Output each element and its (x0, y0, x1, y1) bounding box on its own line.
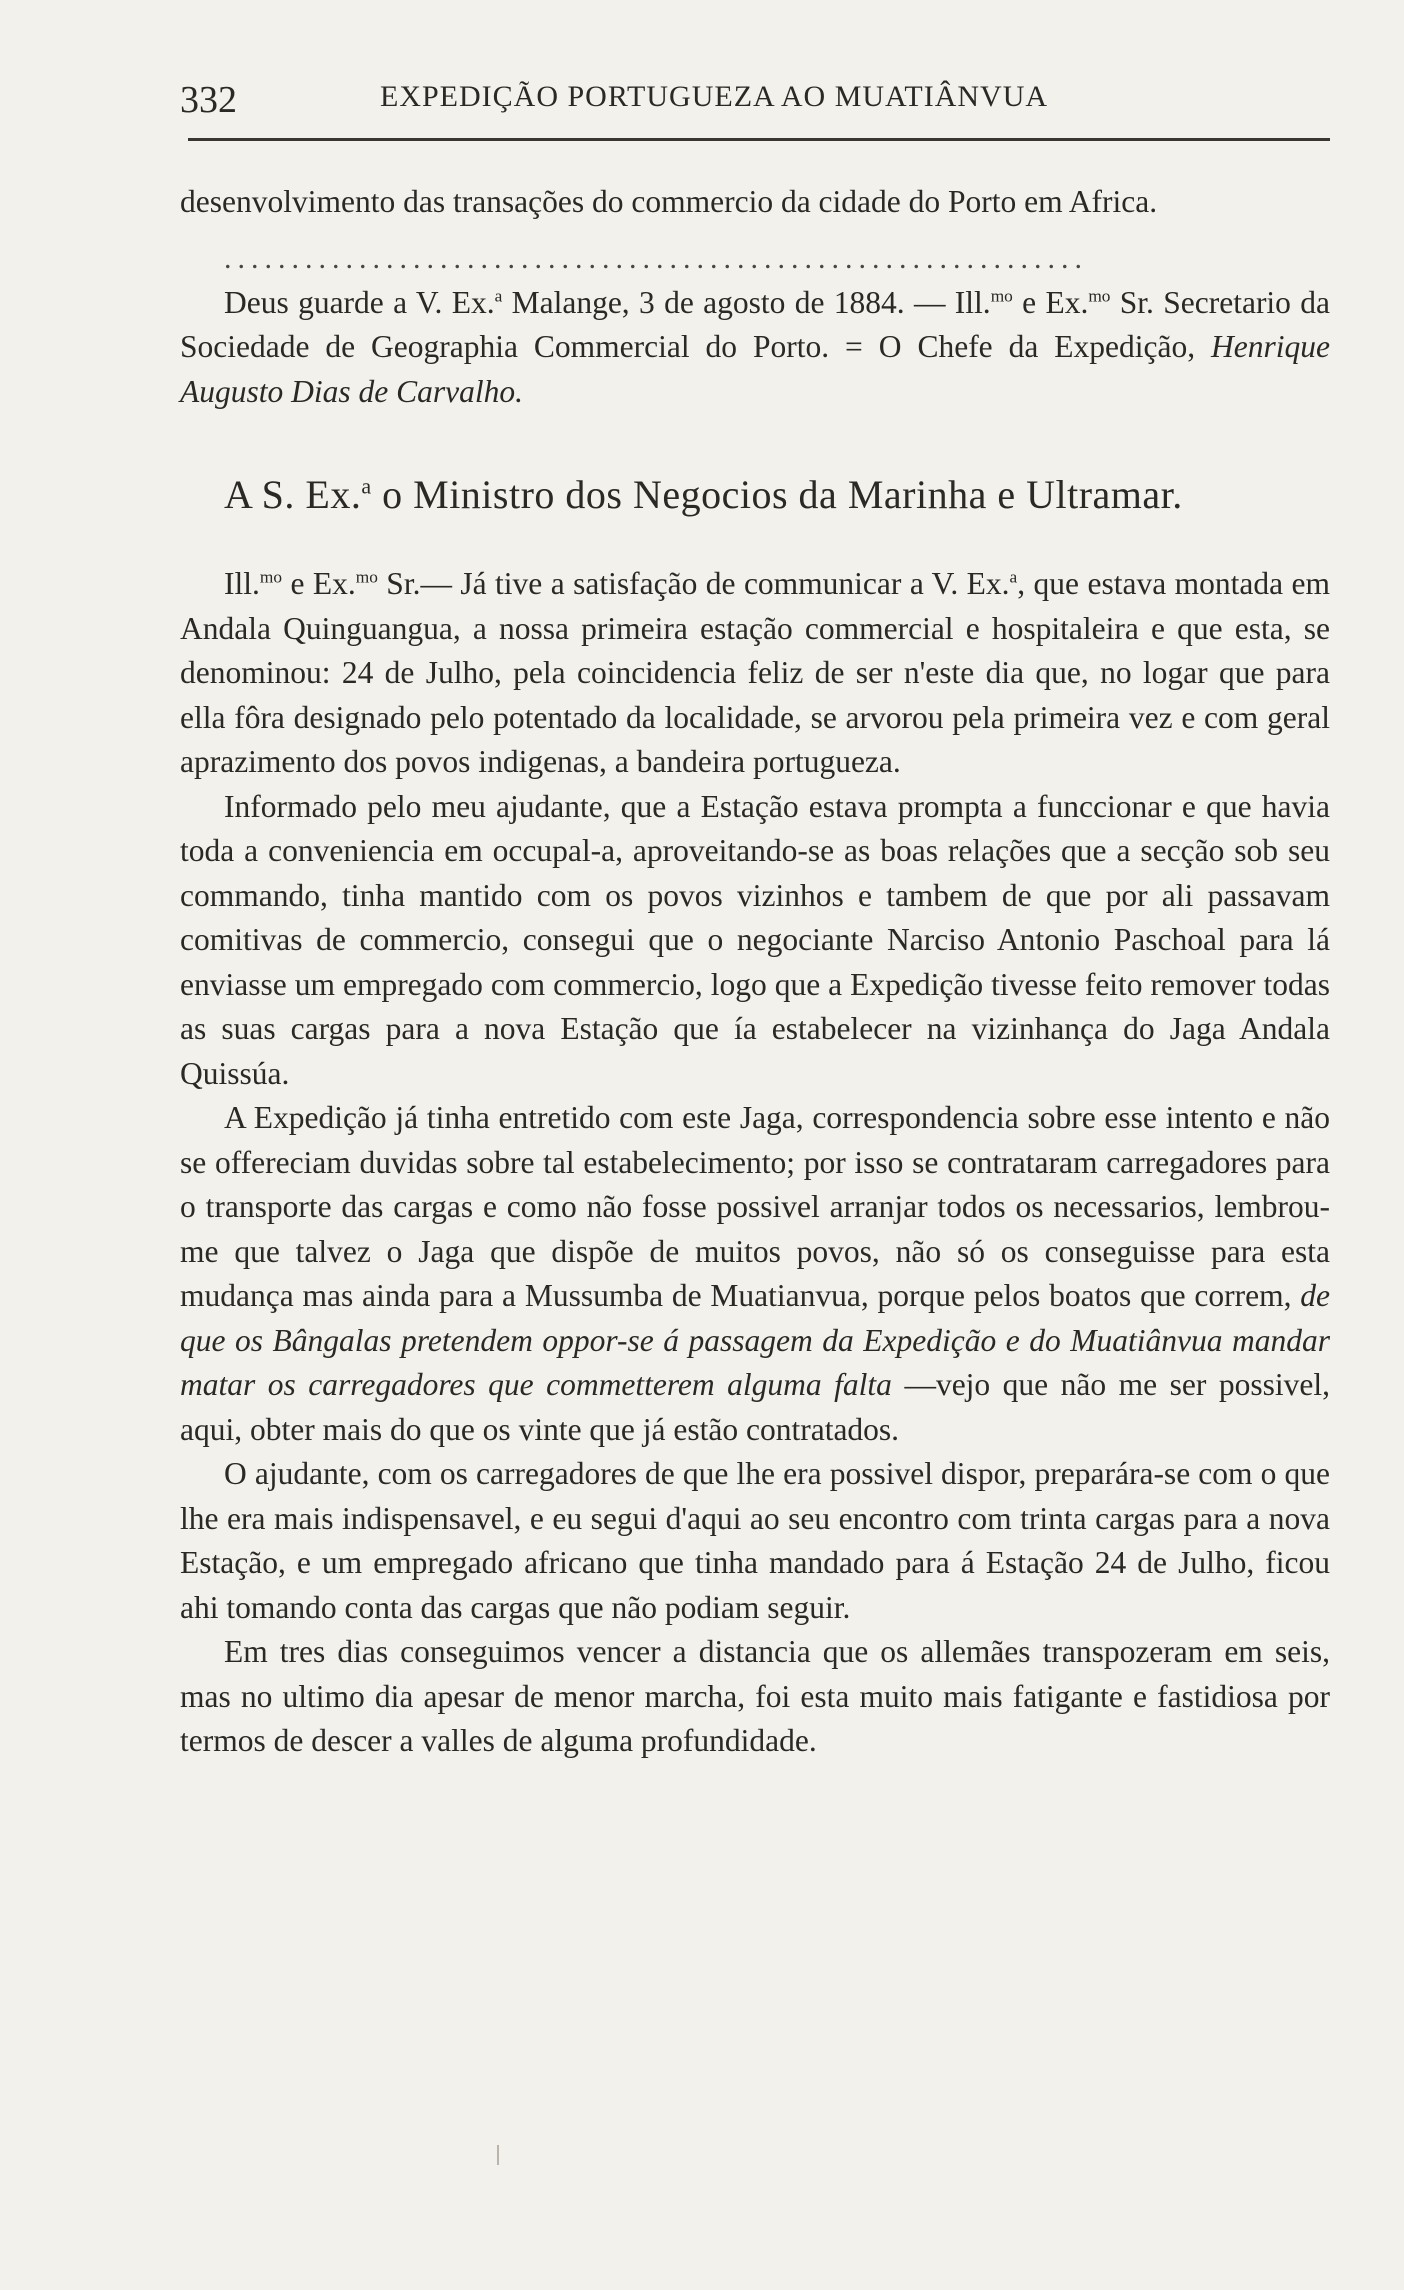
superscript: a (494, 286, 503, 305)
signature: Henrique Augusto Dias de Carvalho. (180, 329, 1330, 409)
signoff-text: Malange, 3 de agosto de 1884. — Ill. (502, 284, 991, 320)
letter-paragraph-2: Informado pelo meu ajudante, que a Estação estava prompta a funccionar e que havia toda a conveniencia em occupal-a, aproveitando-se as boas relações que a secção sob seu commando, tinha mantido com os povos vizinhos e tambem de que por ali passavam comitivas de commercio, consegui que o negociante Narciso Antonio Paschoal para lá enviasse um empregado com commercio, logo que a Expedição tivesse feito remover todas as suas cargas para a nova Estação que ía estabelecer na vizinhança do Jaga Andala Quissúa. (180, 788, 1330, 1091)
paragraph-text: , que estava montada em Andala Quinguangua, a nossa primeira estação commercial e hospitaleira e que esta, se denominou: 24 de Julho, pela coincidencia feliz de ser n'este dia que, no logar que para ella fôra designado pelo potentado da localidade, se arvorou pela primeira vez e com geral aprazimento dos povos indigenas, a bandeira portugueza. (180, 566, 1330, 779)
signoff-text: e Ex. (1012, 284, 1089, 320)
superscript: mo (1088, 286, 1111, 305)
running-title: EXPEDIÇÃO PORTUGUEZA AO MUATIÂNVUA (380, 80, 1049, 113)
italic-quote: de que os Bângalas pretendem oppor-se á passagem da Expedição e do Muatiânvua mandar matar os carregadores que commetterem alguma falta (180, 1278, 1330, 1402)
paragraph-text: —vejo que não me ser possivel, aqui, obter mais do que os vinte que já estão contratados. (180, 1367, 1330, 1447)
signoff-text: Deus guarde a V. Ex. (224, 284, 495, 320)
letter-paragraph-1 (180, 562, 1330, 785)
book-page (180, 70, 1330, 1758)
addressee-text: o Ministro dos Negocios da Marinha e Ultramar. (371, 472, 1183, 517)
page-body (180, 180, 1330, 1764)
paragraph-text: Ill. (224, 566, 260, 601)
header-rule (188, 138, 1330, 141)
paragraph-text: e Ex. (282, 566, 356, 601)
stray-print-mark (497, 2145, 499, 2165)
ellipsis-separator: ................................................................ (224, 241, 1088, 275)
paragraph-text: A Expedição já tinha entretido com este Jaga, correspondencia sobre esse intento e não se offereciam duvidas sobre tal estabelecimento; por isso se contrataram carregadores para o transporte das cargas e como não fosse possivel arranjar todos os necessarios, lembrou-me que talvez o Jaga que dispõe de muitos povos, não só os conseguisse para esta mudança mas ainda para a Mussumba de Muatianvua, porque pelos boatos que correm, (180, 1100, 1330, 1313)
letter-paragraph-3 (180, 1096, 1330, 1452)
page-number: 332 (180, 79, 237, 121)
superscript: a (1009, 567, 1018, 587)
superscript: mo (990, 286, 1013, 305)
paragraph-text: Sr.— Já tive a satisfação de communicar a V. Ex. (377, 566, 1010, 601)
addressee-heading (224, 470, 1330, 520)
superscript: a (361, 473, 372, 499)
signoff-text: Sr. Secretario da Sociedade de Geographia Commercial do Porto. = O Chefe da Expedição, (180, 284, 1330, 364)
letter-paragraph-5: Em tres dias conseguimos vencer a distancia que os allemães transpozeram em seis, mas no ultimo dia apesar de menor marcha, foi esta muito mais fatigante e fastidiosa por termos de descer a valles de alguma profundidade. (180, 1634, 1330, 1758)
opening-paragraph: desenvolvimento das transações do commercio da cidade do Porto em Africa. (180, 184, 1158, 219)
running-head (180, 70, 1330, 130)
superscript: mo (355, 567, 378, 587)
addressee-text: A S. Ex. (224, 472, 362, 517)
letter-paragraph-4: O ajudante, com os carregadores de que lhe era possivel dispor, preparára-se com o que lhe era mais indispensavel, e eu segui d'aqui ao seu encontro com trinta cargas para a nova Estação, e um empregado africano que tinha mandado para á Estação 24 de Julho, ficou ahi tomando conta das cargas que não podiam seguir. (180, 1456, 1330, 1625)
letter-signoff (180, 281, 1330, 415)
superscript: mo (259, 567, 282, 587)
